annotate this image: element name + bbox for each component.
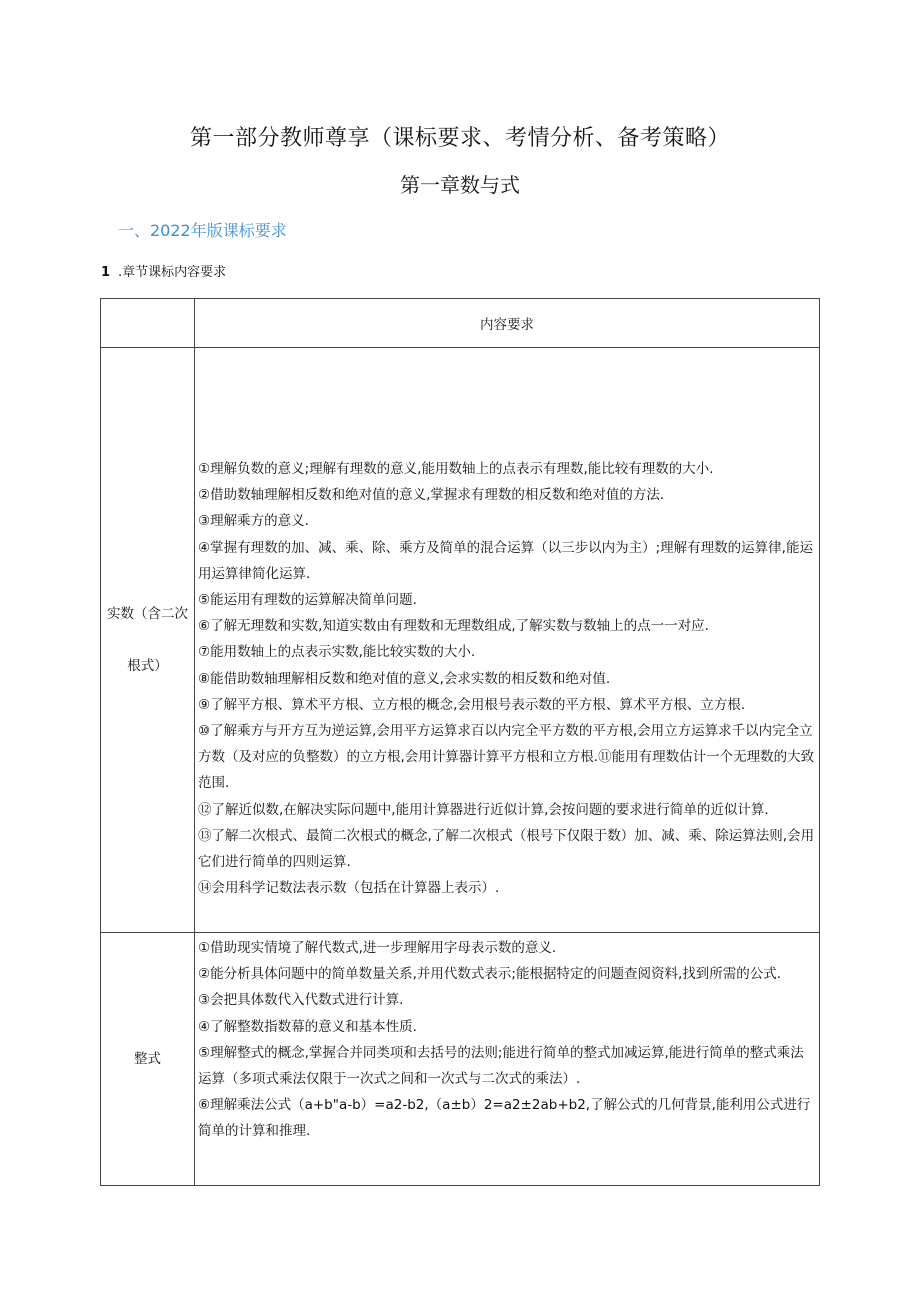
sub-heading-number: 1: [101, 265, 111, 280]
chapter-title: 第一章数与式: [400, 173, 520, 197]
table-header-left: [101, 299, 195, 348]
table-header-content: 内容要求: [195, 299, 820, 348]
section-heading: 一、2022年版课标要求: [118, 221, 287, 240]
sub-heading-text: .章节课标内容要求: [118, 265, 227, 280]
main-title: 第一部分教师尊享（课标要求、考情分析、备考策略）: [189, 126, 730, 151]
list-item: ③理解乘方的意义.: [198, 513, 309, 530]
content-cell: [195, 348, 820, 933]
list-item: ②能分析具体问题中的简单数量关系,并用代数式表示;能根据特定的问题查阅资料,找到所需的公式.: [198, 966, 782, 983]
requirements-table: [100, 298, 820, 1186]
list-item: ⑤理解整式的概念,掌握合并同类项和去括号的法则;能进行简单的整式加减运算,能进行简单的整式乘法运算（多项式乘法仅限于一次式之间和一次式与二次式的乘法）.: [198, 1044, 804, 1088]
list-item: ⑤能运用有理数的运算解决简单问题.: [198, 592, 417, 609]
list-item: ⑧能借助数轴理解相反数和绝对值的意义,会求实数的相反数和绝对值.: [198, 670, 611, 687]
list-item: ②借助数轴理解相反数和绝对值的意义,掌握求有理数的相反数和绝对值的方法.: [198, 487, 665, 504]
table-row: [101, 933, 820, 1186]
list-item: ④掌握有理数的加、减、乘、除、乘方及简单的混合运算（以三步以内为主）;理解有理数的运算律,能运用运算律简化运算.: [198, 539, 813, 582]
list-item: ①理解负数的意义;理解有理数的意义,能用数轴上的点表示有理数,能比较有理数的大小.: [198, 461, 714, 477]
category-cell: 实数（含二次根式）: [101, 348, 195, 933]
list-item: ⑥了解无理数和实数,知道实数由有理数和无理数组成,了解实数与数轴上的点一一对应.: [198, 618, 709, 635]
category-cell: 整式: [101, 933, 195, 1186]
list-item: ④了解整数指数幕的意义和基本性质.: [198, 1018, 417, 1035]
list-item: ③会把具体数代入代数式进行计算.: [198, 992, 404, 1009]
table-header-row: [101, 299, 820, 348]
table-row: [101, 348, 820, 933]
content-cell: [195, 933, 820, 1186]
list-item: ⑬了解二次根式、最简二次根式的概念,了解二次根式（根号下仅限于数）加、减、乘、除运算法则,会用它们进行简单的四则运算.: [198, 827, 815, 871]
list-item: ⑩了解乘方与开方互为逆运算,会用平方运算求百以内完全平方数的平方根,会用立方运算求千以内完全立方数（及对应的负整数）的立方根,会用计算器计算平方根和立方根.⑪能用有理数估计一个无理数的大致范围.: [198, 723, 815, 792]
list-item: ⑫了解近似数,在解决实际问题中,能用计算器进行近似计算,会按问题的要求进行简单的近似计算.: [198, 801, 769, 818]
list-item: ①借助现实情境了解代数式,进一步理解用字母表示数的意义.: [198, 940, 557, 956]
list-item: ⑥理解乘法公式（a+b"a-b）=a2-b2,（a±b）2=a2±2ab+b2,了解公式的几何背景,能利用公式进行简单的计算和推理.: [198, 1097, 811, 1140]
list-item: ⑨了解平方根、算术平方根、立方根的概念,会用根号表示数的平方根、算术平方根、立方根.: [198, 696, 746, 713]
sub-heading: [101, 264, 226, 282]
list-item: ⑭会用科学记数法表示数（包括在计算器上表示）.: [198, 880, 500, 897]
list-item: ⑦能用数轴上的点表示实数,能比较实数的大小.: [198, 644, 476, 661]
